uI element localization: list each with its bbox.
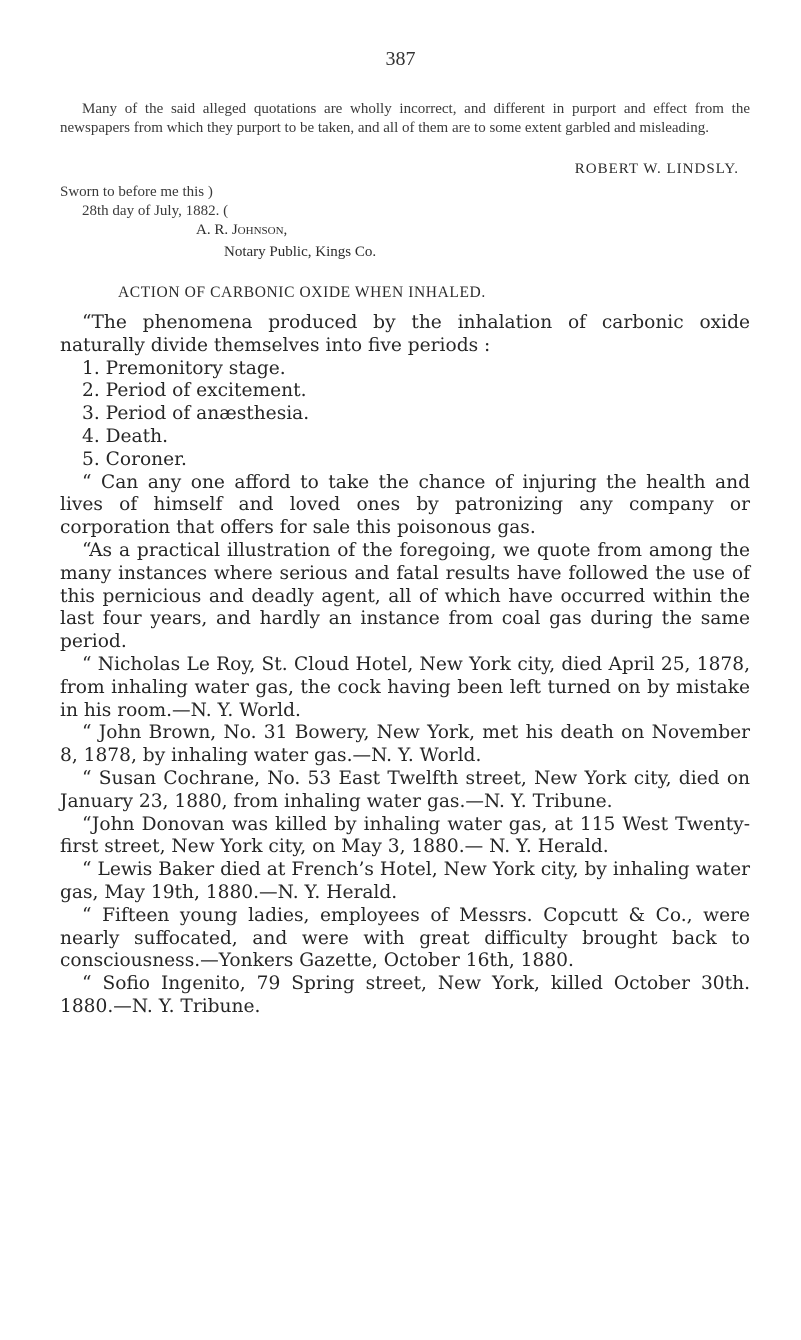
page-number: 387 — [385, 48, 416, 70]
period-item: 3. Period of anæsthesia. — [82, 403, 310, 425]
sworn-line-2: 28th day of July, 1882. ( — [82, 203, 229, 219]
case-le-roy: “ Nicholas Le Roy, St. Cloud Hotel, New York city, died April 25, 1878, from inhaling water gas, the cock having been left turned on by mistake in his room.—N. Y. World. — [60, 653, 750, 721]
intro-paragraph: “The phenomena produced by the inhalation of carbonic oxide naturally divide themselves into five periods : — [60, 312, 750, 356]
sworn-statement — [60, 183, 360, 221]
affidavit-paragraph: Many of the said alleged quotations are wholly incorrect, and different in purport and effect from the newspapers from which they purport to be taken, and all of them are to some extent garbled and misleading. — [60, 101, 750, 136]
case-donovan: “John Donovan was killed by inhaling water gas, at 115 West Twenty-first street, New York city, on May 3, 1880.— N. Y. Herald. — [60, 813, 750, 858]
period-item: 1. Premonitory stage. — [82, 357, 286, 379]
period-item: 2. Period of excitement. — [82, 380, 307, 402]
case-baker: “ Lewis Baker died at French’s Hotel, New York city, by inhaling water gas, May 19th, 1880.—N. Y. Herald. — [60, 859, 750, 903]
section-heading: ACTION OF CARBONIC OXIDE WHEN INHALED. — [118, 284, 486, 301]
period-item: 4. Death. — [82, 425, 169, 447]
case-cochrane: “ Susan Cochrane, No. 53 East Twelfth street, New York city, died on January 23, 1880, from inhaling water gas.—N. Y. Tribune. — [60, 767, 750, 812]
article-body — [60, 312, 750, 1019]
case-copcutt: “ Fifteen young ladies, employees of Messrs. Copcutt & Co., were nearly suffocated, and were with great difficulty brought back to consciousness.—Yonkers Gazette, October 16th, 1880. — [60, 904, 750, 972]
sworn-line-1: Sworn to before me this ) — [60, 184, 213, 200]
case-ingenito: “ Sofio Ingenito, 79 Spring street, New York, killed October 30th. 1880.—N. Y. Tribune. — [60, 973, 750, 1017]
paragraph-question: “ Can any one afford to take the chance of injuring the health and lives of himself and loved ones by patronizing any company or corporation that offers for sale this poisonous gas. — [60, 471, 750, 539]
period-item: 5. Coroner. — [82, 448, 187, 470]
signer-name: ROBERT W. LINDSLY. — [574, 161, 739, 177]
periods-list — [60, 358, 750, 472]
paragraph-illustration: “As a practical illustration of the foregoing, we quote from among the many instances where serious and fatal results have followed the use of this pernicious and deadly agent, all of which have occurred within the last four years, and hardly an instance from coal gas during the same period. — [60, 539, 750, 653]
notary-title: Notary Public, Kings Co. — [224, 244, 377, 260]
case-brown: “ John Brown, No. 31 Bowery, New York, met his death on November 8, 1878, by inhaling water gas.—N. Y. World. — [60, 722, 750, 767]
notary-name: A. R. Johnson, — [196, 222, 288, 238]
